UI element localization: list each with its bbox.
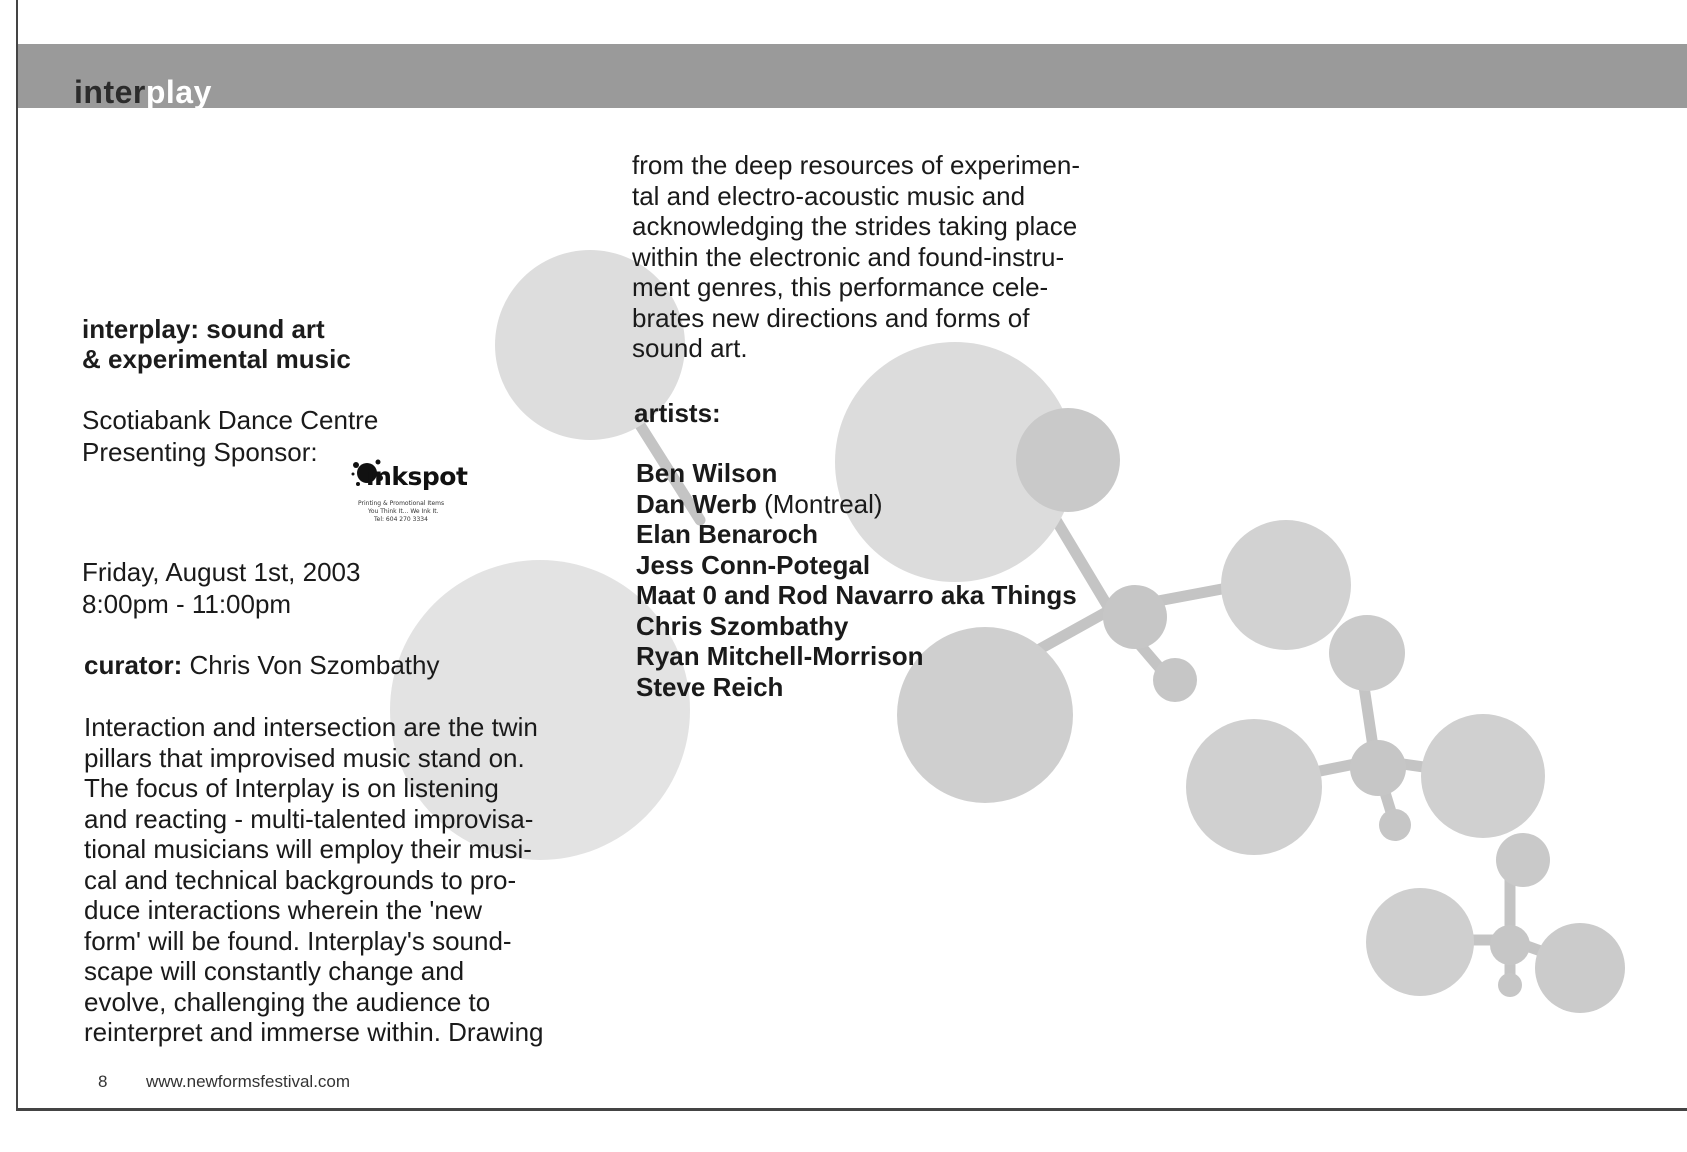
artist-name: Chris Szombathy <box>636 610 849 641</box>
inkspot-logo <box>350 456 468 526</box>
curator-name: Chris Von Szombathy <box>189 650 440 680</box>
artist-item <box>636 519 1077 550</box>
body-line: scape will constantly change and <box>84 956 465 986</box>
artist-item <box>636 550 1077 581</box>
body-line: tal and electro-acoustic music and <box>632 180 1026 211</box>
artist-item <box>636 458 1077 489</box>
artists-list <box>636 458 1077 702</box>
artist-name: Elan Benaroch <box>636 519 819 549</box>
artist-item <box>636 641 1077 672</box>
curator-line <box>84 650 440 680</box>
body-line: The focus of Interplay is on listening <box>84 773 499 803</box>
artist-name: Maat 0 and Rod Navarro aka Things <box>636 580 1077 610</box>
artist-name: Ben Wilson <box>636 458 778 488</box>
page-footer <box>98 1072 350 1092</box>
header-band <box>18 44 1687 108</box>
artist-name: Dan Werb <box>636 488 757 519</box>
logo-phone: Tel: 604 270 3334 <box>374 516 428 523</box>
event-title <box>82 314 351 374</box>
artist-name: Jess Conn-Potegal <box>636 549 871 580</box>
artist-name: Ryan Mitchell-Morrison <box>636 641 924 671</box>
event-date <box>82 556 360 620</box>
artists-heading: artists: <box>634 398 721 428</box>
body-line: brates new directions and forms of <box>632 302 1030 333</box>
body-line: from the deep resources of experimen- <box>632 150 1080 180</box>
body-line: Interaction and intersection are the twin <box>84 712 538 742</box>
logo-tagline1: Printing & Promotional Items <box>358 500 445 507</box>
venue-name: Scotiabank Dance Centre <box>82 405 379 435</box>
body-line: tional musicians will employ their musi- <box>84 834 532 864</box>
body-line: duce interactions wherein the 'new <box>84 895 483 925</box>
body-line: sound art. <box>632 333 748 363</box>
page-number: 8 <box>98 1072 108 1091</box>
artist-item <box>636 580 1077 611</box>
body-line: reinterpret and immerse within. Drawing <box>84 1017 544 1047</box>
website-link: www.newformsfestival.com <box>146 1072 351 1091</box>
event-title-line1: interplay: sound art <box>82 314 325 344</box>
event-title-line2: & experimental music <box>82 344 351 374</box>
body-line: pillars that improvised music stand on. <box>84 742 525 773</box>
description-left <box>84 712 604 1048</box>
page-title <box>74 74 212 111</box>
sponsor-label: Presenting Sponsor: <box>82 437 318 467</box>
time-line: 8:00pm - 11:00pm <box>82 589 292 619</box>
title-play: play <box>145 74 212 110</box>
venue-block <box>82 404 378 468</box>
body-line: evolve, challenging the audience to <box>84 986 491 1017</box>
body-line: within the electronic and found-instru- <box>632 241 1065 272</box>
curator-label: curator: <box>84 650 183 680</box>
artist-name: Steve Reich <box>636 671 784 702</box>
logo-tagline2: You Think It... We Ink It. <box>368 508 439 515</box>
artist-note: (Montreal) <box>756 488 883 519</box>
body-line: form' will be found. Interplay's sound- <box>84 925 512 956</box>
body-line: ment genres, this performance cele- <box>632 272 1049 302</box>
body-line: and reacting - multi-talented improvisa- <box>84 803 534 834</box>
title-inter: inter <box>74 74 146 110</box>
artist-item <box>636 611 1077 642</box>
body-line: cal and technical backgrounds to pro- <box>84 864 517 895</box>
logo-wordmark: inkspot <box>366 462 468 491</box>
description-right <box>632 150 1080 364</box>
body-line: acknowledging the strides taking place <box>632 211 1078 241</box>
artist-item <box>636 672 1077 703</box>
date-line: Friday, August 1st, 2003 <box>82 557 361 587</box>
artist-item <box>636 489 1077 520</box>
